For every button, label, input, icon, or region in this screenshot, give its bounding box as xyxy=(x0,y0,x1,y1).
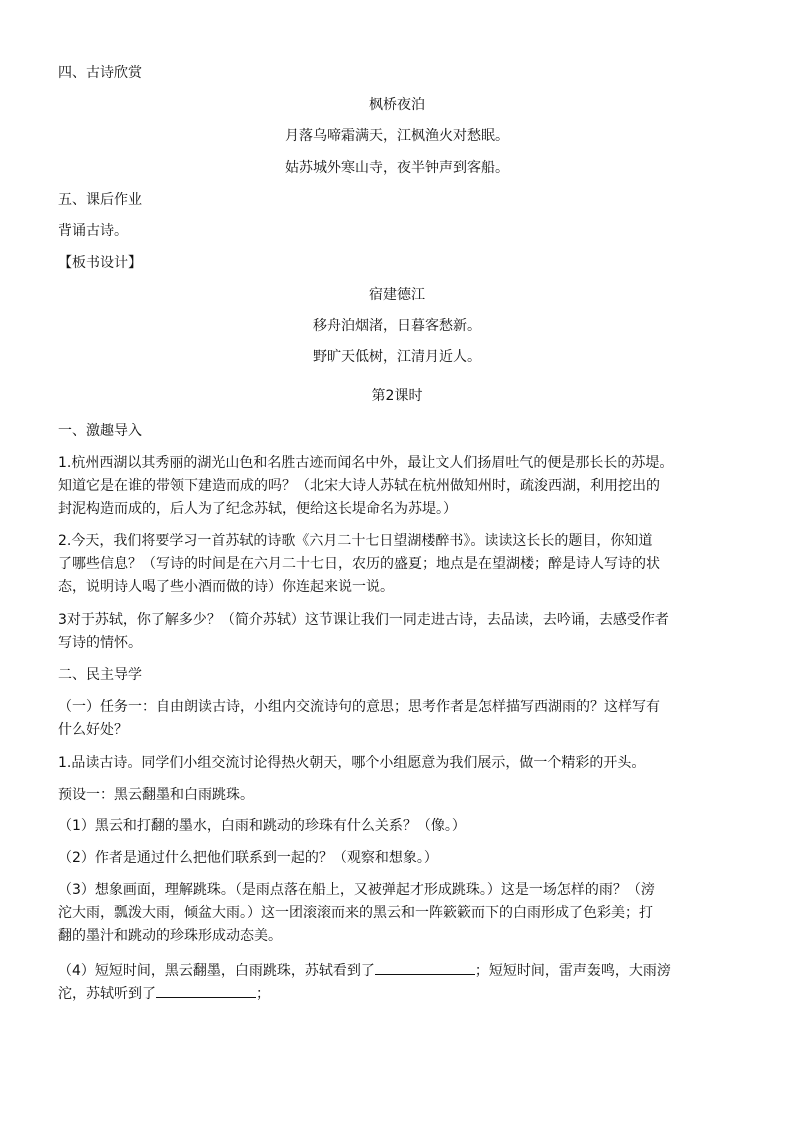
question-four-text: ； xyxy=(256,986,270,1002)
question-three-line: 翻的墨汁和跳动的珍珠形成动态美。 xyxy=(58,928,282,944)
question-three-line: （3）想象画面，理解跳珠。（是雨点落在船上，又被弹起才形成跳珠。）这是一场怎样的雨？（滂 xyxy=(58,882,655,898)
poem-line: 月落乌啼霜满天，江枫渔火对愁眠。 xyxy=(285,128,509,144)
section-five-heading: 五、课后作业 xyxy=(58,192,142,208)
board-design-heading: 【板书设计】 xyxy=(58,255,142,271)
question-two: （2）作者是通过什么把他们联系到一起的？（观察和想象。） xyxy=(58,850,438,866)
intro-item-2-line: 了哪些信息？（写诗的时间是在六月二十七日，农历的盛夏；地点是在望湖楼；醉是诗人写诗的状 xyxy=(58,556,660,572)
fill-blank-heard[interactable] xyxy=(156,983,256,998)
intro-item-3-line: 3对于苏轼，你了解多少？（简介苏轼）这节课让我们一同走进古诗，去品读，去吟诵，去感受作者 xyxy=(58,612,669,628)
task-one-line: （一）任务一：自由朗读古诗，小组内交流诗句的意思；思考作者是怎样描写西湖雨的？这样写有 xyxy=(58,699,660,715)
question-one: （1）黑云和打翻的墨水，白雨和跳动的珍珠有什么关系？（像。） xyxy=(58,818,466,834)
question-four-text: （4）短短时间，黑云翻墨，白雨跳珠，苏轼看到了 xyxy=(58,963,375,979)
intro-item-1-line: 1.杭州西湖以其秀丽的湖光山色和名胜古迹而闻名中外，最让文人们扬眉吐气的便是那长长的苏堤。 xyxy=(58,455,674,471)
homework-text: 背诵古诗。 xyxy=(58,223,128,239)
question-four-text: 沱，苏轼听到了 xyxy=(58,986,156,1002)
poem-title-sujiande: 宿建德江 xyxy=(369,287,425,303)
intro-item-2-line: 态，说明诗人喝了些小酒而做的诗）你连起来说一说。 xyxy=(58,579,394,595)
question-four-line-1 xyxy=(58,960,698,980)
intro-item-3-line: 写诗的情怀。 xyxy=(58,635,142,651)
question-four-line-2 xyxy=(58,983,698,1003)
intro-item-1-line: 知道它是在谁的带领下建造而成的吗？（北宋大诗人苏轼在杭州做知州时，疏浚西湖，利用挖出的 xyxy=(58,478,660,494)
question-four-text: ；短短时间，雷声轰鸣，大雨滂 xyxy=(474,963,671,979)
poem-line: 姑苏城外寒山寺，夜半钟声到客船。 xyxy=(285,160,509,176)
task-one-line: 什么好处？ xyxy=(58,722,128,738)
intro-item-2-line: 2.今天，我们将要学习一首苏轼的诗歌《六月二十七日望湖楼醉书》。读读这长长的题目，你知道 xyxy=(58,533,653,549)
intro-heading: 一、激趣导入 xyxy=(58,423,142,439)
poem-line: 移舟泊烟渚，日暮客愁新。 xyxy=(313,318,481,334)
poem-title-fengqiao: 枫桥夜泊 xyxy=(369,97,425,113)
intro-item-1-line: 封泥构造而成的，后人为了纪念苏轼，便给这长堤命名为苏堤。） xyxy=(58,501,457,517)
lesson-title: 第2课时 xyxy=(371,388,423,404)
preset-one: 预设一：黑云翻墨和白雨跳珠。 xyxy=(58,787,254,803)
section-four-heading: 四、古诗欣赏 xyxy=(58,65,142,81)
poem-line: 野旷天低树，江清月近人。 xyxy=(313,349,481,365)
question-three-line: 沱大雨，瓢泼大雨，倾盆大雨。）这一团滚滚而来的黑云和一阵簌簌而下的白雨形成了色彩美；打 xyxy=(58,905,653,921)
guide-heading: 二、民主导学 xyxy=(58,667,142,683)
fill-blank-saw[interactable] xyxy=(375,960,475,975)
read-poem-item: 1.品读古诗。同学们小组交流讨论得热火朝天，哪个小组愿意为我们展示，做一个精彩的开头。 xyxy=(58,755,646,771)
